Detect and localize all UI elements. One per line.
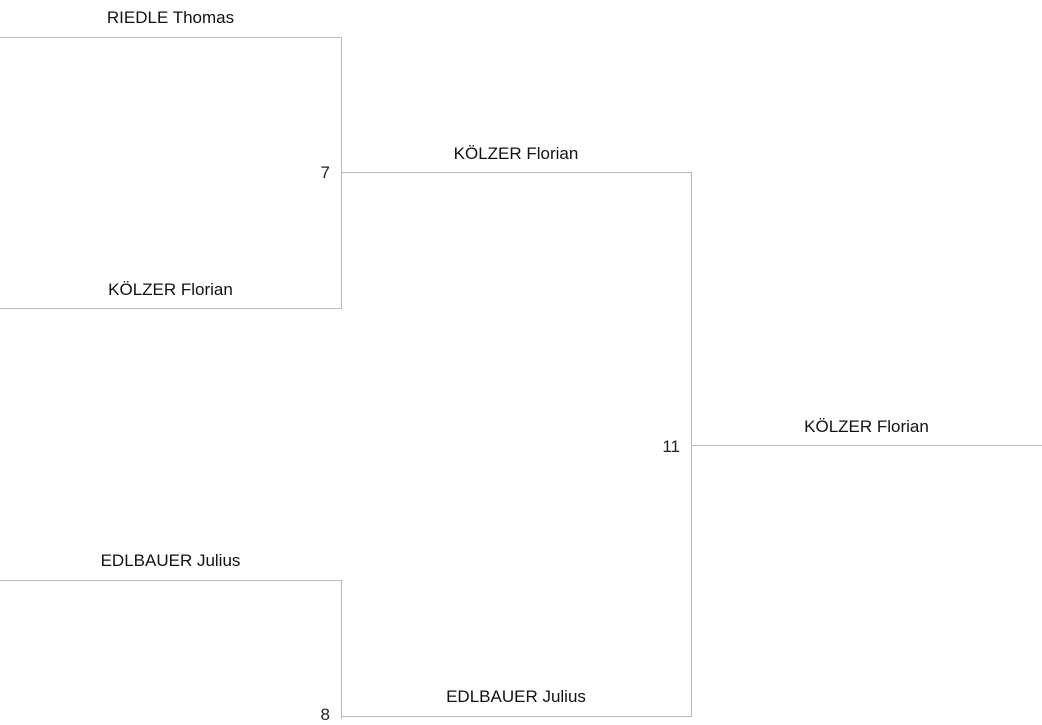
match11-bottom-line bbox=[341, 716, 691, 717]
match8-top-line bbox=[0, 580, 341, 581]
match11-top-player: KÖLZER Florian bbox=[453, 144, 579, 163]
match7-bottom-line bbox=[0, 308, 341, 309]
match11-top-line bbox=[341, 172, 691, 173]
match8-top-player: EDLBAUER Julius bbox=[100, 551, 241, 570]
match7-bottom-player: KÖLZER Florian bbox=[108, 280, 233, 299]
winner-line bbox=[691, 445, 1042, 446]
match8-number: 8 bbox=[320, 705, 330, 724]
match7-number: 7 bbox=[320, 163, 330, 182]
match7-connector bbox=[341, 37, 342, 309]
match7-top-player: RIEDLE Thomas bbox=[106, 8, 235, 27]
match7-top-line bbox=[0, 37, 341, 38]
winner-player: KÖLZER Florian bbox=[804, 417, 929, 436]
match11-bottom-player: EDLBAUER Julius bbox=[446, 687, 586, 706]
match11-number: 11 bbox=[662, 437, 680, 456]
